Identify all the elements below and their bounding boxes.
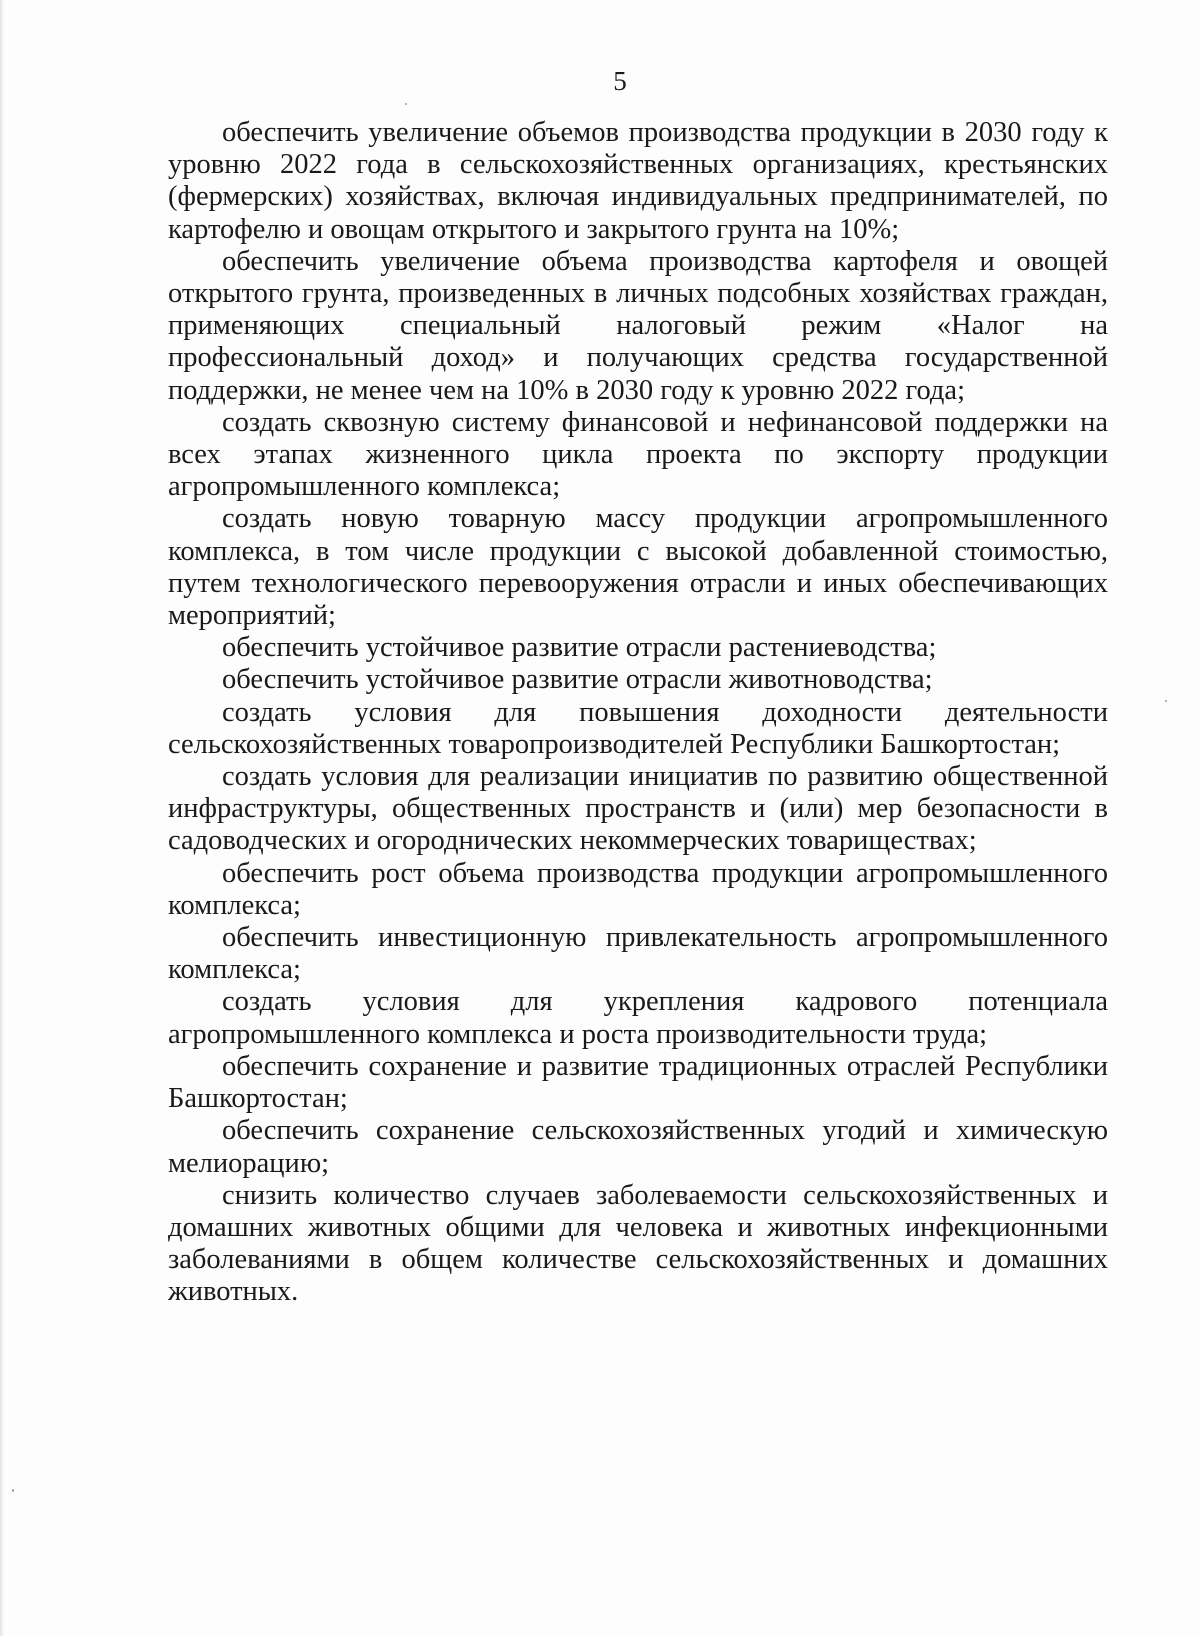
list-item: создать сквозную систему финансовой и нефинансовой поддержки на всех этапах жизненного цикла проекта по экспорту продукции агропромышленного комплекса; bbox=[168, 406, 1108, 503]
document-body bbox=[168, 117, 1108, 1309]
list-item: обеспечить увеличение объемов производства продукции в 2030 году к уровню 2022 года в сельскохозяйственных организациях, крестьянских (фермерских) хозяйствах, включая индивидуальных предпринимателей, по картофелю и овощам открытого и закрытого грунта на 10%; bbox=[168, 117, 1108, 245]
scan-speck bbox=[405, 103, 407, 105]
list-item: обеспечить инвестиционную привлекательность агропромышленного комплекса; bbox=[168, 922, 1108, 986]
page-number: 5 bbox=[613, 66, 627, 96]
list-item: создать условия для укрепления кадрового потенциала агропромышленного комплекса и роста производительности труда; bbox=[168, 986, 1108, 1050]
list-item: обеспечить устойчивое развитие отрасли растениеводства; bbox=[222, 632, 937, 664]
scan-speck bbox=[12, 1489, 14, 1492]
list-item: снизить количество случаев заболеваемости сельскохозяйственных и домашних животных общими для человека и животных инфекционными заболеваниями в общем количестве сельскохозяйственных и домашних животных. bbox=[168, 1179, 1108, 1308]
list-item: обеспечить сохранение и развитие традиционных отраслей Республики Башкортостан; bbox=[168, 1050, 1108, 1115]
list-item: создать новую товарную массу продукции агропромышленного комплекса, в том числе продукции с высокой добавленной стоимостью, путем технологического перевооружения отрасли и иных обеспечивающих мероприятий; bbox=[168, 503, 1108, 632]
scan-speck bbox=[1165, 700, 1167, 702]
list-item: обеспечить устойчивое развитие отрасли животноводства; bbox=[222, 664, 933, 696]
list-item: обеспечить сохранение сельскохозяйственных угодий и химическую мелиорацию; bbox=[168, 1115, 1108, 1179]
list-item: обеспечить рост объема производства продукции агропромышленного комплекса; bbox=[168, 857, 1108, 921]
list-item: обеспечить увеличение объема производства картофеля и овощей открытого грунта, произведенных в личных подсобных хозяйствах граждан, применяющих специальный налоговый режим «Налог на профессиональный доход» и получающих средства государственной поддержки, не менее чем на 10% в 2030 году к уровню 2022 года; bbox=[168, 245, 1108, 406]
scan-edge-shadow bbox=[0, 0, 4, 1636]
list-item: создать условия для реализации инициатив по развитию общественной инфраструктуры, общественных пространств и (или) мер безопасности в садоводческих и огороднических некоммерческих товариществах; bbox=[168, 761, 1108, 857]
list-item: создать условия для повышения доходности деятельности сельскохозяйственных товаропроизводителей Республики Башкортостан; bbox=[168, 696, 1108, 760]
